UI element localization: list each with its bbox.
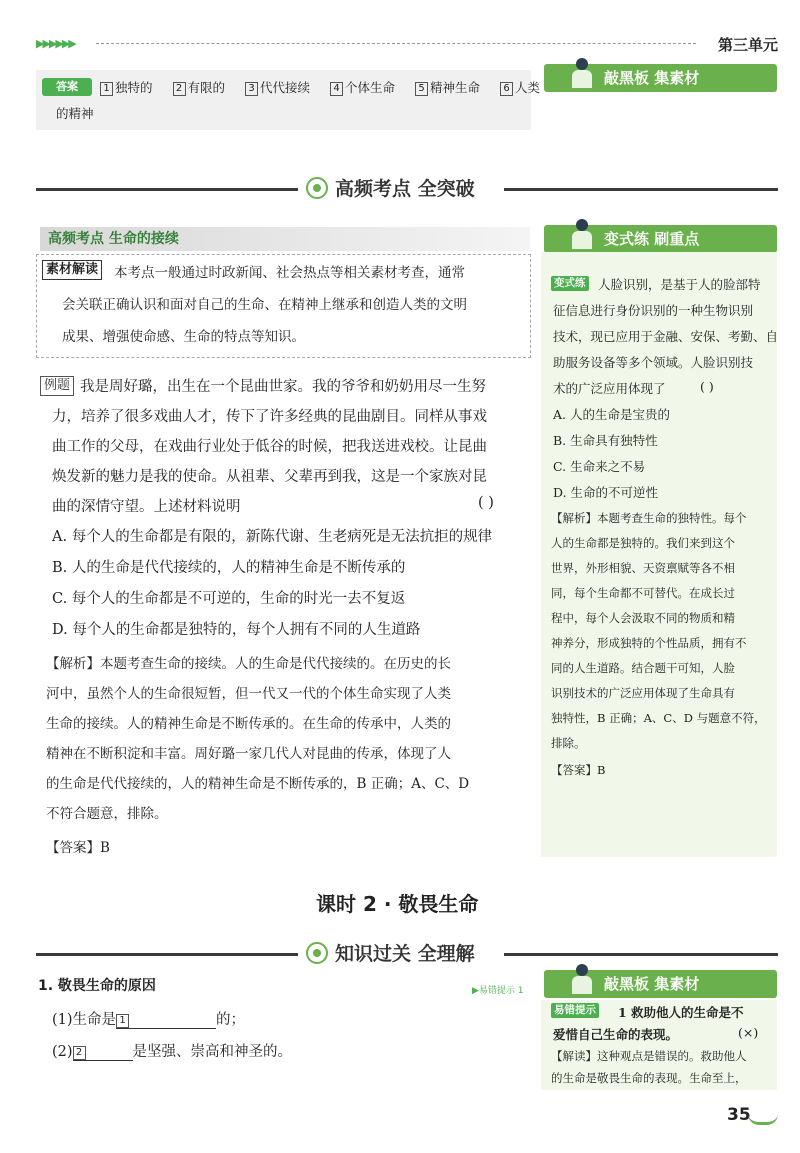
answer-item-6: 6 人类 xyxy=(500,80,540,95)
variant-line: 助服务设备等多个领域。人脸识别技 xyxy=(553,355,754,370)
variant-analysis: 神养分，形成独特的个性品质，拥有不 xyxy=(551,636,747,650)
variant-analysis: 程中，每个人会汲取不同的物质和精 xyxy=(551,611,735,625)
teacher-icon xyxy=(566,964,598,996)
error-tip-explain: 的生命是敬畏生命的表现。生命至上， xyxy=(551,1071,747,1085)
header-divider xyxy=(96,43,696,44)
material-label: 素材解读 xyxy=(42,260,102,280)
answer-item-2: 2 有限的 xyxy=(173,80,226,95)
teacher-icon xyxy=(566,58,598,90)
example-answer: 【答案】B xyxy=(46,840,110,856)
variant-analysis: 同，每个生命都不可替代。在成长过 xyxy=(551,586,735,600)
number-box-icon: 3 xyxy=(245,82,258,96)
variant-analysis: 识别技术的广泛应用体现了生命具有 xyxy=(551,686,735,700)
knowledge-item-1: (1)生命是 1 的； xyxy=(52,1012,246,1028)
option-b: B. 人的生命是代代接续的，人的精神生命是不断传承的 xyxy=(52,560,406,576)
number-box-icon: 4 xyxy=(330,82,343,96)
exam-point-header: 高频考点 生命的接续 xyxy=(40,227,530,251)
example-line: 焕发新的魅力是我的使命。从祖辈、父辈再到我，这是一个家族对昆 xyxy=(52,469,487,485)
variant-line: 术的广泛应用体现了 xyxy=(553,381,666,396)
number-box-icon: 5 xyxy=(415,82,428,96)
answer-item-5: 5 精神生命 xyxy=(415,80,480,95)
number-box-icon: 1 xyxy=(100,82,113,96)
tab-variant: 变式练 刷重点 xyxy=(544,225,777,253)
variant-analysis: 人的生命都是独特的。我们来到这个 xyxy=(551,536,735,550)
example-line: 我是周好璐，出生在一个昆曲世家。我的爷爷和奶奶用尽一生努 xyxy=(80,379,486,395)
knowledge-heading: 1. 敬畏生命的原因 xyxy=(38,978,156,994)
variant-paren: ( ) xyxy=(700,379,714,394)
error-tip-link[interactable]: ▶易错提示 1 xyxy=(472,986,524,996)
error-tip-mark: (×) xyxy=(738,1025,759,1040)
swoosh-icon xyxy=(748,1114,778,1125)
analysis-line: 不符合题意，排除。 xyxy=(46,806,168,822)
option-d: D. 每个人的生命都是独特的，每个人拥有不同的人生道路 xyxy=(52,622,421,638)
example-line: 曲工作的父母，在戏曲行业处于低谷的时候，把我送进戏校。让昆曲 xyxy=(52,439,487,455)
variant-option-a: A. 人的生命是宝贵的 xyxy=(553,407,670,422)
number-box-icon: 2 xyxy=(73,1046,86,1060)
variant-answer: 【答案】B xyxy=(551,763,606,777)
error-tip-badge: 易错提示 xyxy=(551,1003,599,1018)
teacher-icon xyxy=(566,219,598,251)
number-box-icon: 6 xyxy=(500,82,513,96)
variant-option-b: B. 生命具有独特性 xyxy=(553,433,658,448)
tab-board-1: 敲黑板 集素材 xyxy=(544,64,777,92)
answer-item-1: 1 独特的 xyxy=(100,80,153,95)
number-box-icon: 1 xyxy=(116,1014,129,1028)
lesson-title: 课时 2 · 敬畏生命 xyxy=(316,892,479,916)
swirl-icon xyxy=(306,177,328,199)
banner-divider-left xyxy=(36,953,298,956)
banner-divider-right xyxy=(504,188,778,191)
answer-item-4: 4 个体生命 xyxy=(330,80,395,95)
variant-line: 征信息进行身份识别的一种生物识别 xyxy=(553,303,754,318)
variant-analysis: 同的人生道路。结合题干可知，人脸 xyxy=(551,661,735,675)
knowledge-item-2: (2) 2 是坚强、崇高和神圣的。 xyxy=(52,1044,293,1060)
variant-analysis: 排除。 xyxy=(551,736,586,750)
fill-blank-1[interactable] xyxy=(116,1012,216,1029)
page-number: 35 xyxy=(727,1105,751,1125)
analysis-line: 生命的接续。人的精神生命是不断传承的。在生命的传承中，人类的 xyxy=(46,716,451,732)
answer-tail: 的精神 xyxy=(56,106,94,121)
fill-blank-2[interactable] xyxy=(73,1044,133,1061)
material-line: 成果、增强使命感、生命的特点等知识。 xyxy=(62,329,305,345)
number-box-icon: 2 xyxy=(173,82,186,96)
unit-title: 第三单元 xyxy=(717,36,778,54)
answer-item-3: 3 代代接续 xyxy=(245,80,310,95)
option-a: A. 每个人的生命都是有限的，新陈代谢、生老病死是无法抗拒的规律 xyxy=(52,529,493,545)
analysis-line: 【解析】本题考查生命的接续。人的生命是代代接续的。在历史的长 xyxy=(46,656,451,672)
material-line: 会关联正确认识和面对自己的生命、在精神上继承和创造人类的文明 xyxy=(62,297,467,313)
banner-divider-left xyxy=(36,188,298,191)
variant-option-d: D. 生命的不可逆性 xyxy=(553,485,659,500)
variant-line: 人脸识别，是基于人的脸部特 xyxy=(598,277,761,292)
variant-analysis: 【解析】本题考查生命的独特性。每个 xyxy=(551,511,747,525)
knowledge-banner: 知识过关 全理解 xyxy=(335,943,475,965)
tab-board-2: 敲黑板 集素材 xyxy=(544,970,777,998)
example-line: 曲的深情守望。上述材料说明 xyxy=(52,499,241,515)
analysis-line: 精神在不断积淀和丰富。周好璐一家几代人对昆曲的传承，体现了人 xyxy=(46,746,451,762)
answer-badge: 答案 xyxy=(42,78,92,96)
section-banner: 高频考点 全突破 xyxy=(335,178,475,200)
banner-divider-right xyxy=(504,953,778,956)
error-tip-explain: 【解读】这种观点是错误的。救助他人 xyxy=(551,1049,747,1063)
header-arrows: ▶▶▶▶▶▶ xyxy=(36,37,75,50)
variant-analysis: 世界，外形相貌、天资禀赋等各不相 xyxy=(551,561,735,575)
error-tip-line: 爱惜自己生命的表现。 xyxy=(553,1027,679,1042)
variant-option-c: C. 生命来之不易 xyxy=(553,459,646,474)
analysis-line: 河中，虽然个人的生命很短暂，但一代又一代的个体生命实现了人类 xyxy=(46,686,451,702)
swirl-icon xyxy=(306,942,328,964)
variant-line: 技术，现已应用于金融、安保、考勤、自 xyxy=(553,329,779,344)
answer-paren: ( ) xyxy=(478,495,494,511)
analysis-line: 的生命是代代接续的，人的精神生命是不断传承的，B 正确；A、C、D xyxy=(46,776,470,792)
error-tip-line: 1 救助他人的生命是不 xyxy=(618,1005,744,1020)
example-label: 例题 xyxy=(40,376,74,396)
example-line: 力，培养了很多戏曲人才，传下了许多经典的昆曲剧目。同样从事戏 xyxy=(52,409,487,425)
variant-badge: 变式练 xyxy=(551,276,589,291)
answer-items xyxy=(100,78,540,96)
variant-analysis: 独特性，B 正确；A、C、D 与题意不符， xyxy=(551,711,766,725)
material-line: 本考点一般通过时政新闻、社会热点等相关素材考查，通常 xyxy=(114,265,465,281)
option-c: C. 每个人的生命都是不可逆的，生命的时光一去不复返 xyxy=(52,591,406,607)
